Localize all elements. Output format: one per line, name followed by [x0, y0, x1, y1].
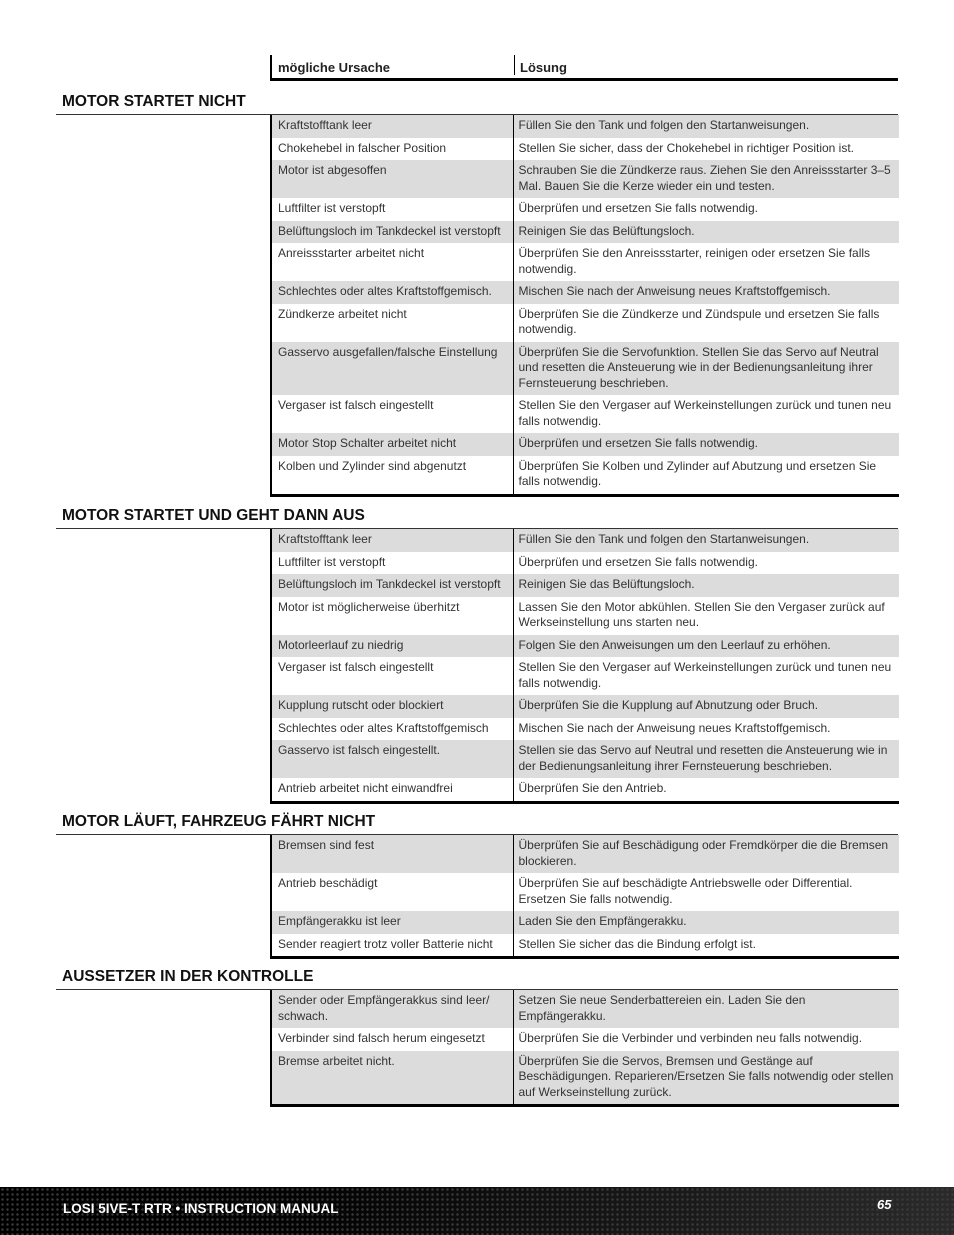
table-row [271, 160, 899, 198]
column-header-cause: mögliche Ursache [278, 60, 390, 75]
cause-cell: Zündkerze arbeitet nicht [278, 306, 407, 321]
cause-cell: Schlechtes oder altes Kraftstoffgemisch. [271, 281, 513, 304]
table-row [271, 198, 899, 221]
table-row [271, 740, 899, 778]
solution-cell: Überprüfen Sie die Servofunktion. Stellen Sie das Servo auf Neutral und resetten die Ansteuerung wie in der Bedienungsanleitung ihrer Fernsteuerung beschrieben. [513, 342, 899, 396]
cause-cell: Gasservo ausgefallen/falsche Einstellung [271, 342, 513, 396]
solution-cell: Laden Sie den Empfängerakku. [513, 911, 899, 934]
solution-cell: Überprüfen Sie den Antrieb. [513, 778, 899, 802]
solution-cell: Überprüfen Sie die Zündkerze und Zündspule und ersetzen Sie falls notwendig. [513, 304, 899, 342]
cause-cell: Kraftstofftank leer [271, 115, 513, 138]
solution-cell: Überprüfen und ersetzen Sie falls notwendig. [513, 552, 899, 575]
cause-cell: Belüftungsloch im Tankdeckel ist verstopft [271, 574, 513, 597]
table-row [271, 718, 899, 741]
solution-cell: Setzen Sie neue Senderbattereien ein. Laden Sie den Empfängerakku. [513, 990, 899, 1028]
cause-cell: Bremsen sind fest [271, 835, 513, 873]
table-row [271, 221, 899, 244]
page-number: 65 [877, 1197, 892, 1212]
cause-cell: Belüftungsloch im Tankdeckel ist verstopft [271, 221, 513, 244]
solution-cell: Reinigen Sie das Belüftungsloch. [513, 574, 899, 597]
solution-cell: Stellen Sie sicher, dass der Chokehebel in richtiger Position ist. [513, 138, 899, 161]
section-title-aussetzer-in-der-kontrolle: AUSSETZER IN DER KONTROLLE [62, 968, 314, 985]
solution-cell: Überprüfen Sie den Anreissstarter, reinigen oder ersetzen Sie falls notwendig. [513, 243, 899, 281]
cause-cell: Vergaser ist falsch eingestellt [278, 398, 434, 412]
solution-cell: Füllen Sie den Tank und folgen den Startanweisungen. [513, 529, 899, 552]
cause-cell: Motor ist möglicherweise überhitzt [278, 599, 460, 614]
solution-cell: Mischen Sie nach der Anweisung neues Kraftstoffgemisch. [513, 281, 899, 304]
cause-cell: Schlechtes oder altes Kraftstoffgemisch [278, 720, 489, 735]
cause-cell: Vergaser ist falsch eingestellt [278, 660, 434, 674]
table-row [271, 990, 899, 1028]
table-row [271, 574, 899, 597]
section-title-motor-startet-nicht: MOTOR STARTET NICHT [62, 93, 246, 110]
solution-cell: Überprüfen Sie die Kupplung auf Abnutzung oder Bruch. [513, 695, 899, 718]
cause-cell: Antrieb beschädigt [278, 876, 378, 890]
cause-cell: Gasservo ist falsch eingestellt. [271, 740, 513, 778]
table-row [271, 597, 899, 635]
table-aussetzer-in-der-kontrolle [270, 990, 899, 1107]
table-row [271, 115, 899, 138]
solution-cell: Stellen Sie sicher das die Bindung erfolgt ist. [513, 934, 899, 958]
solution-cell: Füllen Sie den Tank und folgen den Startanweisungen. [513, 115, 899, 138]
table-row [271, 456, 899, 496]
cause-cell: Motor Stop Schalter arbeitet nicht [271, 433, 513, 456]
cause-cell: Kraftstofftank leer [271, 529, 513, 552]
cause-cell: Kupplung rutscht oder blockiert [271, 695, 513, 718]
solution-cell: Überprüfen Sie die Servos, Bremsen und Gestänge auf Beschädigungen. Reparieren/Ersetzen Sie falls notwendig oder stellen auf Werkseinstellung zurück. [513, 1051, 899, 1106]
solution-cell: Stellen Sie den Vergaser auf Werkeinstellungen zurück und tunen neu falls notwendig. [513, 657, 899, 695]
cause-cell: Luftfilter ist verstopft [278, 201, 386, 215]
table-row [271, 934, 899, 958]
column-header-solution: Lösung [514, 55, 567, 75]
solution-cell: Folgen Sie den Anweisungen um den Leerlauf zu erhöhen. [513, 635, 899, 658]
solution-cell: Überprüfen und ersetzen Sie falls notwendig. [513, 433, 899, 456]
cause-cell: Luftfilter ist verstopft [278, 554, 386, 569]
solution-cell: Überprüfen und ersetzen Sie falls notwendig. [513, 198, 899, 221]
solution-cell: Reinigen Sie das Belüftungsloch. [513, 221, 899, 244]
table-row [271, 138, 899, 161]
table-row [271, 304, 899, 342]
table-row [271, 281, 899, 304]
table-row [271, 657, 899, 695]
table-row [271, 395, 899, 433]
cause-cell: Bremse arbeitet nicht. [271, 1051, 513, 1106]
table-row [271, 529, 899, 552]
table-row [271, 835, 899, 873]
solution-cell: Überprüfen Sie Kolben und Zylinder auf Abutzung und ersetzen Sie falls notwendig. [513, 456, 899, 496]
solution-cell: Überprüfen Sie auf Beschädigung oder Fremdkörper die die Bremsen blockieren. [513, 835, 899, 873]
page-footer [0, 1187, 954, 1235]
table-row [271, 1051, 899, 1106]
solution-cell: Überprüfen Sie die Verbinder und verbinden neu falls notwendig. [513, 1028, 899, 1051]
table-row [271, 552, 899, 575]
solution-cell: Schrauben Sie die Zündkerze raus. Ziehen Sie den Anreissstarter 3–5 Mal. Bauen Sie die Kerze wieder ein und testen. [513, 160, 899, 198]
cause-cell: Motor ist abgesoffen [271, 160, 513, 198]
cause-cell: Empfängerakku ist leer [271, 911, 513, 934]
section-title-motor-startet-und-geht-aus: MOTOR STARTET UND GEHT DANN AUS [62, 507, 365, 524]
cause-cell: Motorleerlauf zu niedrig [271, 635, 513, 658]
cause-cell: Verbinder sind falsch herum eingesetzt [278, 1031, 485, 1045]
table-motor-startet-nicht [270, 115, 899, 497]
cause-cell: Sender oder Empfängerakkus sind leer/ schwach. [271, 990, 513, 1028]
cause-cell: Sender reagiert trotz voller Batterie nicht [278, 936, 493, 951]
table-row [271, 635, 899, 658]
cause-cell: Antrieb arbeitet nicht einwandfrei [278, 781, 453, 795]
cause-cell: Anreissstarter arbeitet nicht [278, 246, 425, 260]
table-row [271, 695, 899, 718]
solution-cell: Überprüfen Sie auf beschädigte Antriebswelle oder Differential. Ersetzen Sie falls notwendig. [513, 873, 899, 911]
table-motor-laeuft-fahrzeug-faehrt-nicht [270, 835, 899, 959]
table-row [271, 778, 899, 802]
column-header [270, 55, 898, 81]
solution-cell: Lassen Sie den Motor abkühlen. Stellen Sie den Vergaser zurück auf Werkseinstellung uns starten neu. [513, 597, 899, 635]
table-motor-startet-und-geht-aus [270, 529, 899, 804]
table-row [271, 1028, 899, 1051]
solution-cell: Stellen Sie den Vergaser auf Werkeinstellungen zurück und tunen neu falls notwendig. [513, 395, 899, 433]
solution-cell: Stellen sie das Servo auf Neutral und resetten die Ansteuerung wie in der Bedienungsanleitung ihrer Fernsteuerung beschrieben. [513, 740, 899, 778]
table-row [271, 342, 899, 396]
table-row [271, 243, 899, 281]
table-row [271, 433, 899, 456]
section-title-motor-laeuft-fahrzeug-faehrt-nicht: MOTOR LÄUFT, FAHRZEUG FÄHRT NICHT [62, 813, 376, 830]
solution-cell: Mischen Sie nach der Anweisung neues Kraftstoffgemisch. [513, 718, 899, 741]
table-row [271, 873, 899, 911]
table-row [271, 911, 899, 934]
cause-cell: Kolben und Zylinder sind abgenutzt [278, 458, 467, 473]
footer-title: LOSI 5IVE-T RTR • INSTRUCTION MANUAL [63, 1201, 339, 1216]
cause-cell: Chokehebel in falscher Position [278, 140, 447, 155]
